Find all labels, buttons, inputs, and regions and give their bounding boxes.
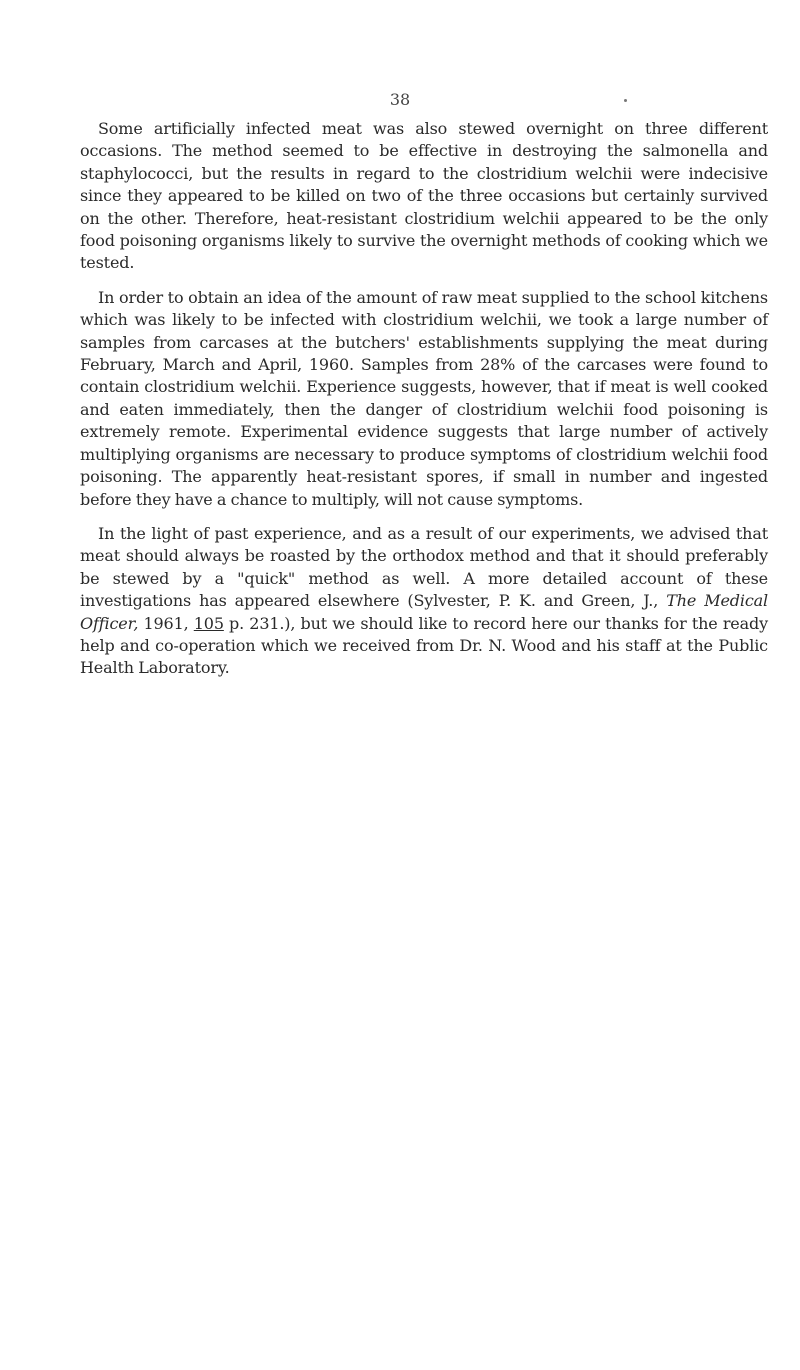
paragraph-1: Some artificially infected meat was also stewed overnight on three different occasions. The method seemed to be effective in destroying the salmonella and staphylococci, but the results in regard to the clostridium welchii were indecisive since they appeared to be killed on two of the three occasions but certainly survived on the other. Therefore, heat-resistant clostridium welchii appeared to be the only food poisoning organisms likely to survive the overnight methods of cooking which we tested. — [80, 119, 768, 273]
paragraph-3 — [80, 523, 768, 680]
paragraph-3-text-a: In the light of past experience, and as a result of our experiments, we advised that meat should always be roasted by the orthodox method and that it should preferably be stewed by a "quick" method as well. A more detailed account of these investigations has appeared elsewhere (Sylvester, P. K. and Green, J., — [80, 523, 768, 611]
paragraph-2: In order to obtain an idea of the amount of raw meat supplied to the school kitchens which was likely to be infected with clostridium welchii, we took a large number of samples from carcases at the butchers' establishments supplying the meat during February, March and April, 1960. Samples from 28% of the carcases were found to contain clostridium welchii. Experience suggests, however, that if meat is well cooked and eaten immediately, then the danger of clostridium welchii food poisoning is extremely remote. Experimental evidence suggests that large number of actively multiplying organisms are necessary to produce symptoms of clostridium welchii food poisoning. The apparently heat-resistant spores, if small in number and ingested before they have a chance to multiply, will not cause symptoms. — [80, 287, 768, 509]
journal-volume: 105 — [193, 613, 224, 633]
stray-mark — [624, 99, 627, 102]
body-text — [80, 118, 768, 692]
paragraph-3-text-b: 1961, — [138, 613, 194, 633]
paragraph-3-text-c: p. 231.), but we should like to record here our thanks for the ready help and co-operation which we received from Dr. N. Wood and his staff at the Public Health Laboratory. — [80, 613, 769, 678]
page-number: 38 — [389, 90, 411, 109]
journal-title: The Medical Officer, — [80, 591, 768, 633]
